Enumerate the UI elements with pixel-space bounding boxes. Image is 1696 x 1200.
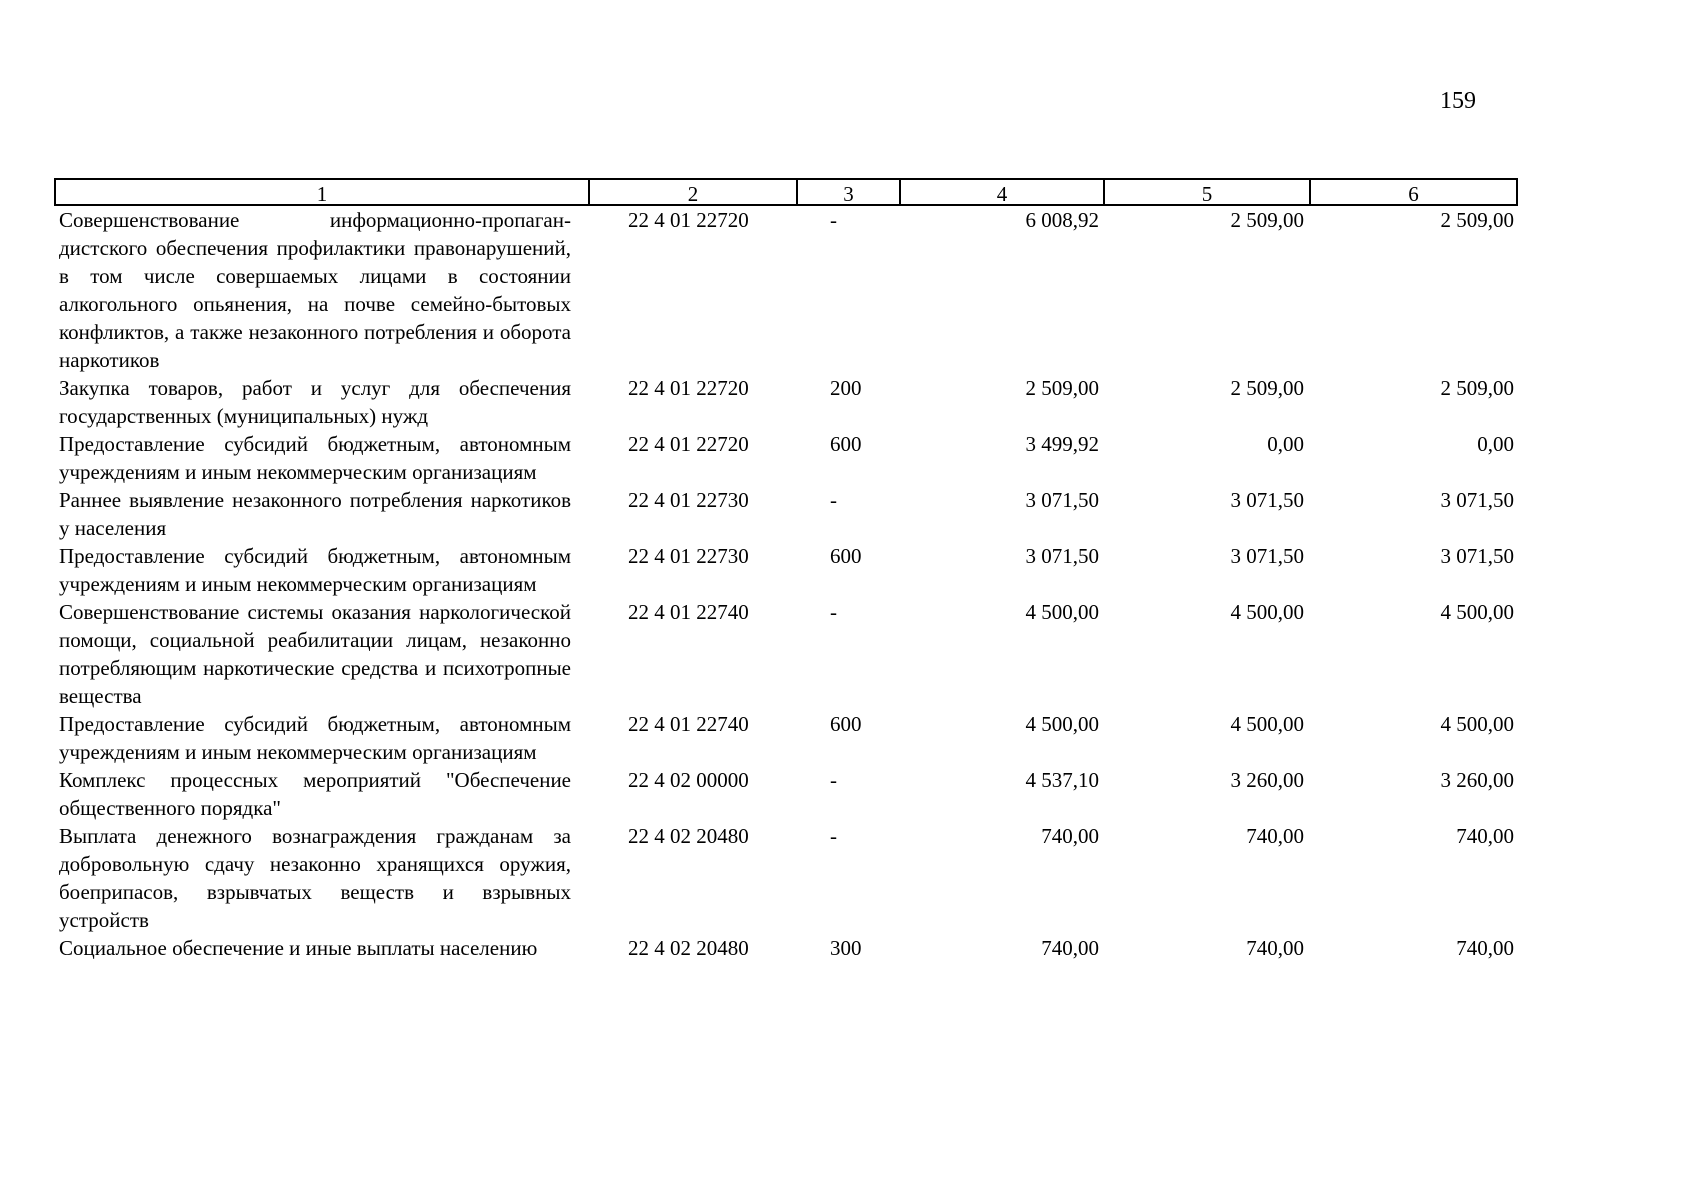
row-value5-cell: 3 071,50: [1230, 488, 1304, 512]
row-type-cell: -: [830, 488, 837, 512]
table-row: [54, 934, 1518, 962]
row-code-cell: 22 4 01 22740: [628, 600, 749, 624]
table-row: [54, 542, 1518, 598]
row-value4-cell: 2 509,00: [1025, 376, 1099, 400]
row-value4-cell: 3 071,50: [1025, 488, 1099, 512]
row-value5-cell: 4 500,00: [1230, 712, 1304, 736]
table-row: [54, 766, 1518, 822]
row-value6-cell: 4 500,00: [1440, 600, 1514, 624]
row-name-cell: Совершенствование системы оказания наркологической помощи, социальной реабилитации лицам, незаконно потребляющим наркотические средства и психотропные вещества: [59, 600, 571, 708]
row-code-cell: 22 4 01 22730: [628, 544, 749, 568]
page-number: 159: [1440, 88, 1476, 114]
row-value6-cell: 3 071,50: [1440, 544, 1514, 568]
row-name-cell: Предоставление субсидий бюджетным, автономным учреждениям и иным некоммерческим организациям: [59, 712, 571, 764]
row-value4-cell: 740,00: [1041, 824, 1099, 848]
budget-table: [54, 178, 1518, 962]
header-cell-3: 3: [843, 182, 854, 206]
row-code-cell: 22 4 02 20480: [628, 824, 749, 848]
row-value5-cell: 2 509,00: [1230, 376, 1304, 400]
table-row: [54, 430, 1518, 486]
header-cell-5: 5: [1201, 182, 1213, 206]
table-row: [54, 822, 1518, 934]
row-type-cell: 600: [830, 432, 862, 456]
row-value4-cell: 3 499,92: [1025, 432, 1099, 456]
row-value4-cell: 6 008,92: [1025, 208, 1099, 232]
row-name-cell: Выплата денежного вознаграждения гражданам за добровольную сдачу незаконно хранящихся оружия, боеприпасов, взрывчатых веществ и взрывных устройств: [59, 824, 571, 932]
table-row: [54, 374, 1518, 430]
row-type-cell: 300: [830, 936, 862, 960]
header-cell-1: 1: [316, 182, 328, 206]
row-value5-cell: 4 500,00: [1230, 600, 1304, 624]
row-value6-cell: 2 509,00: [1440, 376, 1514, 400]
table-body: [54, 206, 1518, 962]
table-row: [54, 206, 1518, 374]
row-type-cell: 600: [830, 712, 862, 736]
row-value5-cell: 3 260,00: [1230, 768, 1304, 792]
row-type-cell: 600: [830, 544, 862, 568]
row-code-cell: 22 4 01 22720: [628, 208, 749, 232]
row-type-cell: -: [830, 768, 837, 792]
row-type-cell: -: [830, 600, 837, 624]
row-type-cell: 200: [830, 376, 862, 400]
row-value4-cell: 4 537,10: [1025, 768, 1099, 792]
row-value5-cell: 740,00: [1246, 936, 1304, 960]
row-type-cell: -: [830, 208, 837, 232]
row-name-cell: Предоставление субсидий бюджетным, автономным учреждениям и иным некоммерческим организациям: [59, 432, 571, 484]
row-value5-cell: 740,00: [1246, 824, 1304, 848]
row-value4-cell: 740,00: [1041, 936, 1099, 960]
table-header-row: [54, 178, 1518, 206]
row-name-cell: Предоставление субсидий бюджетным, автономным учреждениям и иным некоммерческим организациям: [59, 544, 571, 596]
row-value4-cell: 4 500,00: [1025, 712, 1099, 736]
row-value6-cell: 740,00: [1456, 936, 1514, 960]
header-cell-2: 2: [687, 182, 699, 206]
row-value6-cell: 0,00: [1477, 432, 1514, 456]
row-name-cell: Комплекс процессных мероприятий "Обеспечение общественного порядка": [59, 768, 571, 820]
table-row: [54, 598, 1518, 710]
row-value6-cell: 3 071,50: [1440, 488, 1514, 512]
row-type-cell: -: [830, 824, 837, 848]
row-code-cell: 22 4 01 22730: [628, 488, 749, 512]
row-code-cell: 22 4 02 20480: [628, 936, 749, 960]
header-cell-4: 4: [996, 182, 1008, 206]
row-code-cell: 22 4 01 22740: [628, 712, 749, 736]
table-row: [54, 486, 1518, 542]
row-code-cell: 22 4 02 00000: [628, 768, 749, 792]
row-value6-cell: 740,00: [1456, 824, 1514, 848]
row-code-cell: 22 4 01 22720: [628, 376, 749, 400]
row-value5-cell: 0,00: [1267, 432, 1304, 456]
row-value6-cell: 4 500,00: [1440, 712, 1514, 736]
row-value4-cell: 4 500,00: [1025, 600, 1099, 624]
header-cell-6: 6: [1408, 182, 1419, 206]
row-code-cell: 22 4 01 22720: [628, 432, 749, 456]
row-name-cell: Закупка товаров, работ и услуг для обеспечения государственных (муниципальных) нужд: [59, 376, 571, 428]
row-name-cell: Совершенствование информационно-пропаган-дистского обеспечения профилактики правонарушений, в том числе совершаемых лицами в состоянии алкогольного опьянения, на почве семейно-бытовых конфликтов, а также незаконного потребления и оборота наркотиков: [59, 208, 571, 372]
row-value6-cell: 3 260,00: [1440, 768, 1514, 792]
row-value4-cell: 3 071,50: [1025, 544, 1099, 568]
row-value6-cell: 2 509,00: [1440, 208, 1514, 232]
row-value5-cell: 2 509,00: [1230, 208, 1304, 232]
table-row: [54, 710, 1518, 766]
row-value5-cell: 3 071,50: [1230, 544, 1304, 568]
row-name-cell: Социальное обеспечение и иные выплаты населению: [59, 936, 538, 960]
row-name-cell: Раннее выявление незаконного потребления наркотиков у населения: [59, 488, 571, 540]
